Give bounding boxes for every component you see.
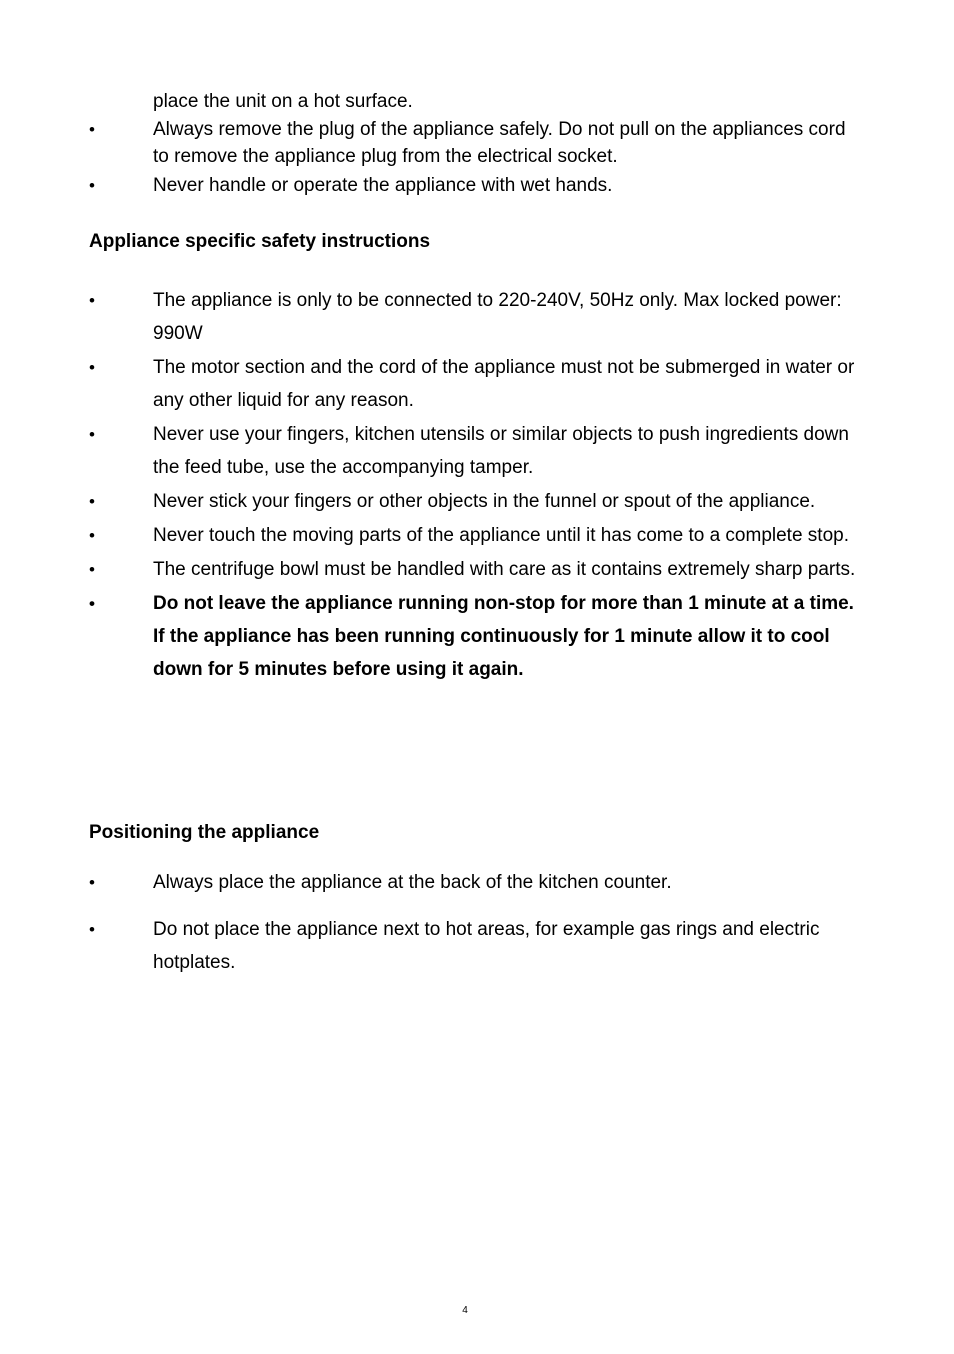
bullet-icon: • (89, 176, 95, 195)
bullet-icon: • (89, 560, 95, 579)
list-item (0, 116, 866, 170)
bullet-icon: • (89, 291, 95, 310)
section-heading-positioning: Positioning the appliance (89, 822, 320, 843)
list-item (0, 866, 866, 899)
list-item-text: Always place the appliance at the back of the kitchen counter. (153, 872, 672, 893)
list-item (0, 351, 866, 417)
list-item-text: Always remove the plug of the appliance safely. Do not pull on the appliances cord to remove the appliance plug from the electrical socket. (153, 119, 846, 167)
safety-list-general (0, 116, 866, 201)
continuation-text: place the unit on a hot surface. (153, 91, 413, 112)
list-item (0, 913, 866, 979)
list-item (0, 418, 866, 484)
list-item-text: The appliance is only to be connected to 220-240V, 50Hz only. Max locked power: 990W (153, 290, 842, 344)
bullet-icon: • (89, 492, 95, 511)
bullet-icon: • (89, 526, 95, 545)
list-item (0, 519, 866, 552)
list-item (0, 485, 866, 518)
list-item-text: The motor section and the cord of the appliance must not be submerged in water or any other liquid for any reason. (153, 357, 855, 411)
list-item-text: Never stick your fingers or other objects in the funnel or spout of the appliance. (153, 491, 816, 512)
list-item (0, 172, 866, 199)
list-item-text: Never touch the moving parts of the appliance until it has come to a complete stop. (153, 525, 849, 546)
safety-list-specific (0, 284, 866, 687)
bullet-icon: • (89, 120, 95, 139)
list-item (0, 284, 866, 350)
list-item-text: Never use your fingers, kitchen utensils or similar objects to push ingredients down the feed tube, use the accompanying tamper. (153, 424, 849, 478)
bullet-icon: • (89, 873, 95, 892)
bullet-icon: • (89, 358, 95, 377)
bullet-icon: • (89, 425, 95, 444)
list-item-text: The centrifuge bowl must be handled with care as it contains extremely sharp parts. (153, 559, 856, 580)
bullet-icon: • (89, 594, 95, 613)
list-item-warning (0, 587, 866, 686)
list-item-text: Do not place the appliance next to hot areas, for example gas rings and electric hotplates. (153, 919, 820, 973)
list-item-text: Never handle or operate the appliance with wet hands. (153, 175, 613, 196)
bullet-icon: • (89, 920, 95, 939)
list-item-text: Do not leave the appliance running non-stop for more than 1 minute at a time. If the appliance has been running continuously for 1 minute allow it to cool down for 5 minutes before using it again. (153, 593, 854, 680)
page-number: 4 (462, 1305, 468, 1316)
positioning-list (0, 866, 866, 993)
section-heading-specific-safety: Appliance specific safety instructions (89, 231, 431, 252)
list-item (0, 553, 866, 586)
